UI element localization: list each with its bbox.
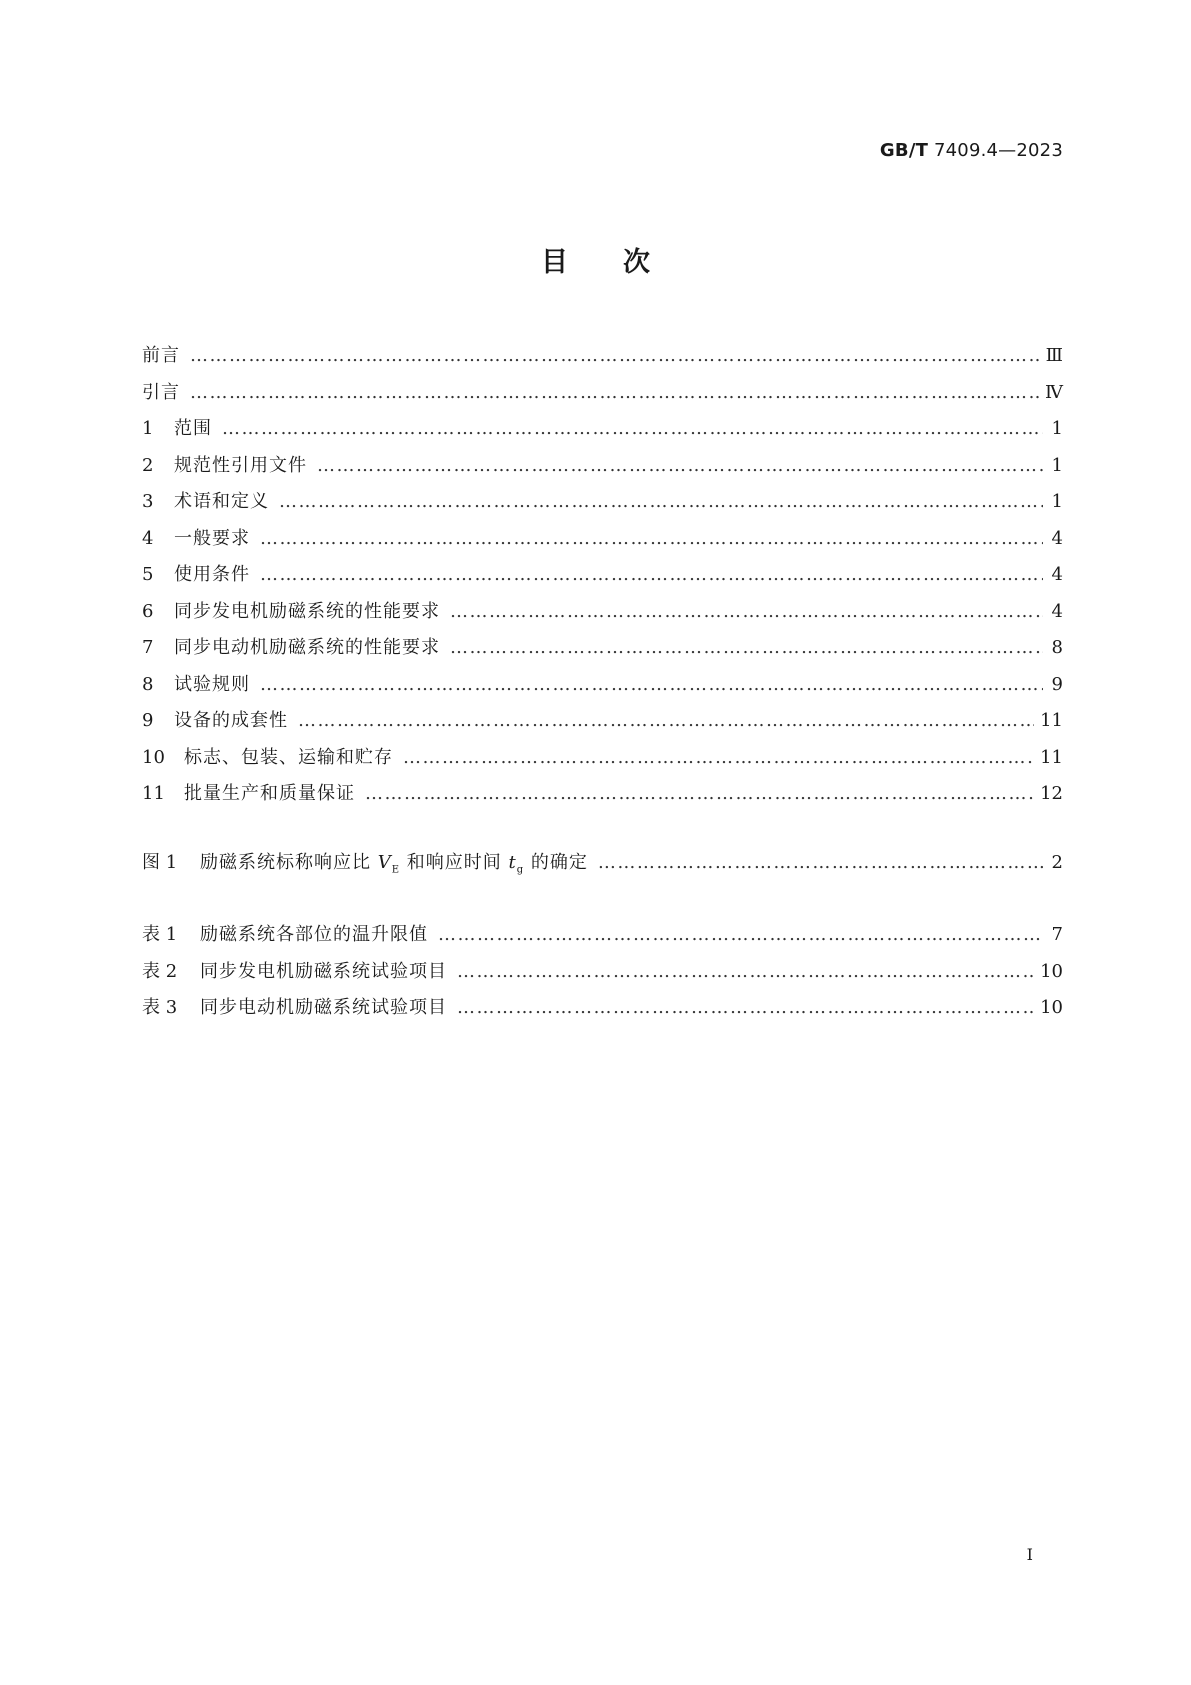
toc-entry-page: 10 <box>1040 997 1063 1018</box>
toc-leader-dots <box>450 594 1043 631</box>
toc-entry-text: 同步发电机励磁系统试验项目 <box>200 960 447 982</box>
toc-entry-page: 4 <box>1051 564 1063 585</box>
toc-entry-number: 1 <box>142 418 154 439</box>
toc-entry-section-7[interactable] <box>142 630 1063 667</box>
toc-entry-section-1[interactable] <box>142 411 1063 448</box>
toc-entry-section-6[interactable] <box>142 594 1063 631</box>
toc-leader-dots <box>438 917 1043 954</box>
toc-entry-page: 12 <box>1040 783 1063 804</box>
table-of-contents <box>142 338 1063 1027</box>
toc-entry-section-8[interactable] <box>142 667 1063 704</box>
toc-leader-dots <box>457 990 1034 1027</box>
toc-entry-page: 10 <box>1040 960 1063 982</box>
toc-entry-foreword[interactable] <box>142 338 1063 375</box>
toc-entry-number: 表 3 <box>142 997 178 1018</box>
toc-leader-dots <box>260 557 1043 594</box>
document-code-number: 7409.4—2023 <box>934 140 1063 161</box>
toc-entry-number: 10 <box>142 746 165 768</box>
toc-entry-text: 术语和定义 <box>174 491 269 512</box>
toc-entry-table-3[interactable] <box>142 990 1063 1027</box>
toc-entry-text: 励磁系统各部位的温升限值 <box>200 924 428 945</box>
toc-entry-text: 标志、包装、运输和贮存 <box>184 746 393 768</box>
toc-entry-text: 同步电动机励磁系统试验项目 <box>200 997 447 1018</box>
toc-entry-section-4[interactable] <box>142 521 1063 558</box>
toc-entry-page: 4 <box>1051 527 1063 549</box>
toc-entry-text: 一般要求 <box>174 527 250 549</box>
toc-leader-dots <box>260 521 1043 558</box>
toc-entry-table-2[interactable] <box>142 954 1063 991</box>
toc-entry-number: 5 <box>142 564 154 585</box>
toc-entry-text: 励磁系统标称响应比 $V_E$ 和响应时间 $t_g$ 的确定 <box>200 851 588 876</box>
toc-entry-text: 引言 <box>142 381 180 403</box>
toc-entry-text: 同步电动机励磁系统的性能要求 <box>174 637 440 658</box>
toc-entry-figure-1[interactable] <box>142 845 1063 882</box>
toc-entry-number: 表 1 <box>142 924 178 945</box>
toc-entry-table-1[interactable] <box>142 917 1063 954</box>
toc-entry-text: 前言 <box>142 345 180 366</box>
page-title: 目次 <box>541 247 705 278</box>
toc-entry-page: 11 <box>1040 746 1063 768</box>
toc-entry-number: 8 <box>142 673 154 695</box>
toc-entry-text: 规范性引用文件 <box>174 454 307 476</box>
toc-entry-page: 1 <box>1051 418 1063 439</box>
toc-entry-text: 同步发电机励磁系统的性能要求 <box>174 600 440 622</box>
toc-entry-number: 7 <box>142 637 154 658</box>
toc-entry-page: 1 <box>1051 491 1063 512</box>
toc-entry-introduction[interactable] <box>142 375 1063 412</box>
toc-entry-section-3[interactable] <box>142 484 1063 521</box>
toc-entry-number: 4 <box>142 527 154 549</box>
toc-entry-text: 范围 <box>174 418 212 439</box>
page-number: I <box>1026 1545 1033 1564</box>
toc-leader-dots <box>365 776 1034 813</box>
document-code <box>880 140 1063 161</box>
toc-entry-section-5[interactable] <box>142 557 1063 594</box>
toc-entry-page: 8 <box>1051 637 1063 658</box>
toc-entry-page: 7 <box>1051 924 1063 945</box>
toc-entry-number: 表 2 <box>142 960 178 982</box>
toc-entry-number: 11 <box>142 783 165 804</box>
toc-leader-dots <box>190 338 1040 375</box>
toc-entry-section-11[interactable] <box>142 776 1063 813</box>
toc-entry-text: 试验规则 <box>174 673 250 695</box>
toc-leader-dots <box>403 740 1034 777</box>
toc-entry-number: 6 <box>142 600 154 622</box>
toc-entry-page: Ⅳ <box>1045 381 1063 403</box>
toc-entry-page: 1 <box>1051 454 1063 476</box>
toc-entry-text: 批量生产和质量保证 <box>184 783 355 804</box>
toc-leader-dots <box>450 630 1043 667</box>
toc-entry-page: 9 <box>1051 673 1063 695</box>
toc-leader-dots <box>279 484 1043 521</box>
toc-entry-number: 9 <box>142 710 154 731</box>
toc-entry-page: 11 <box>1040 710 1063 731</box>
document-code-prefix: GB/T <box>879 140 929 161</box>
toc-entry-number: 图 1 <box>142 851 178 873</box>
toc-leader-dots <box>222 411 1043 448</box>
toc-entry-number: 2 <box>142 454 154 476</box>
toc-entry-section-9[interactable] <box>142 703 1063 740</box>
toc-entry-page: 4 <box>1051 600 1063 622</box>
toc-entry-section-2[interactable] <box>142 448 1063 485</box>
toc-entry-text: 使用条件 <box>174 564 250 585</box>
toc-leader-dots <box>317 448 1043 485</box>
toc-entry-section-10[interactable] <box>142 740 1063 777</box>
toc-entry-text: 设备的成套性 <box>174 710 288 731</box>
toc-entry-number: 3 <box>142 491 154 512</box>
toc-leader-dots <box>457 954 1034 991</box>
toc-leader-dots <box>598 845 1043 882</box>
toc-leader-dots <box>298 703 1034 740</box>
toc-leader-dots <box>190 375 1039 412</box>
toc-leader-dots <box>260 667 1043 704</box>
toc-entry-page: Ⅲ <box>1045 345 1063 366</box>
toc-entry-page: 2 <box>1051 851 1063 873</box>
toc-spacer <box>142 813 1063 845</box>
